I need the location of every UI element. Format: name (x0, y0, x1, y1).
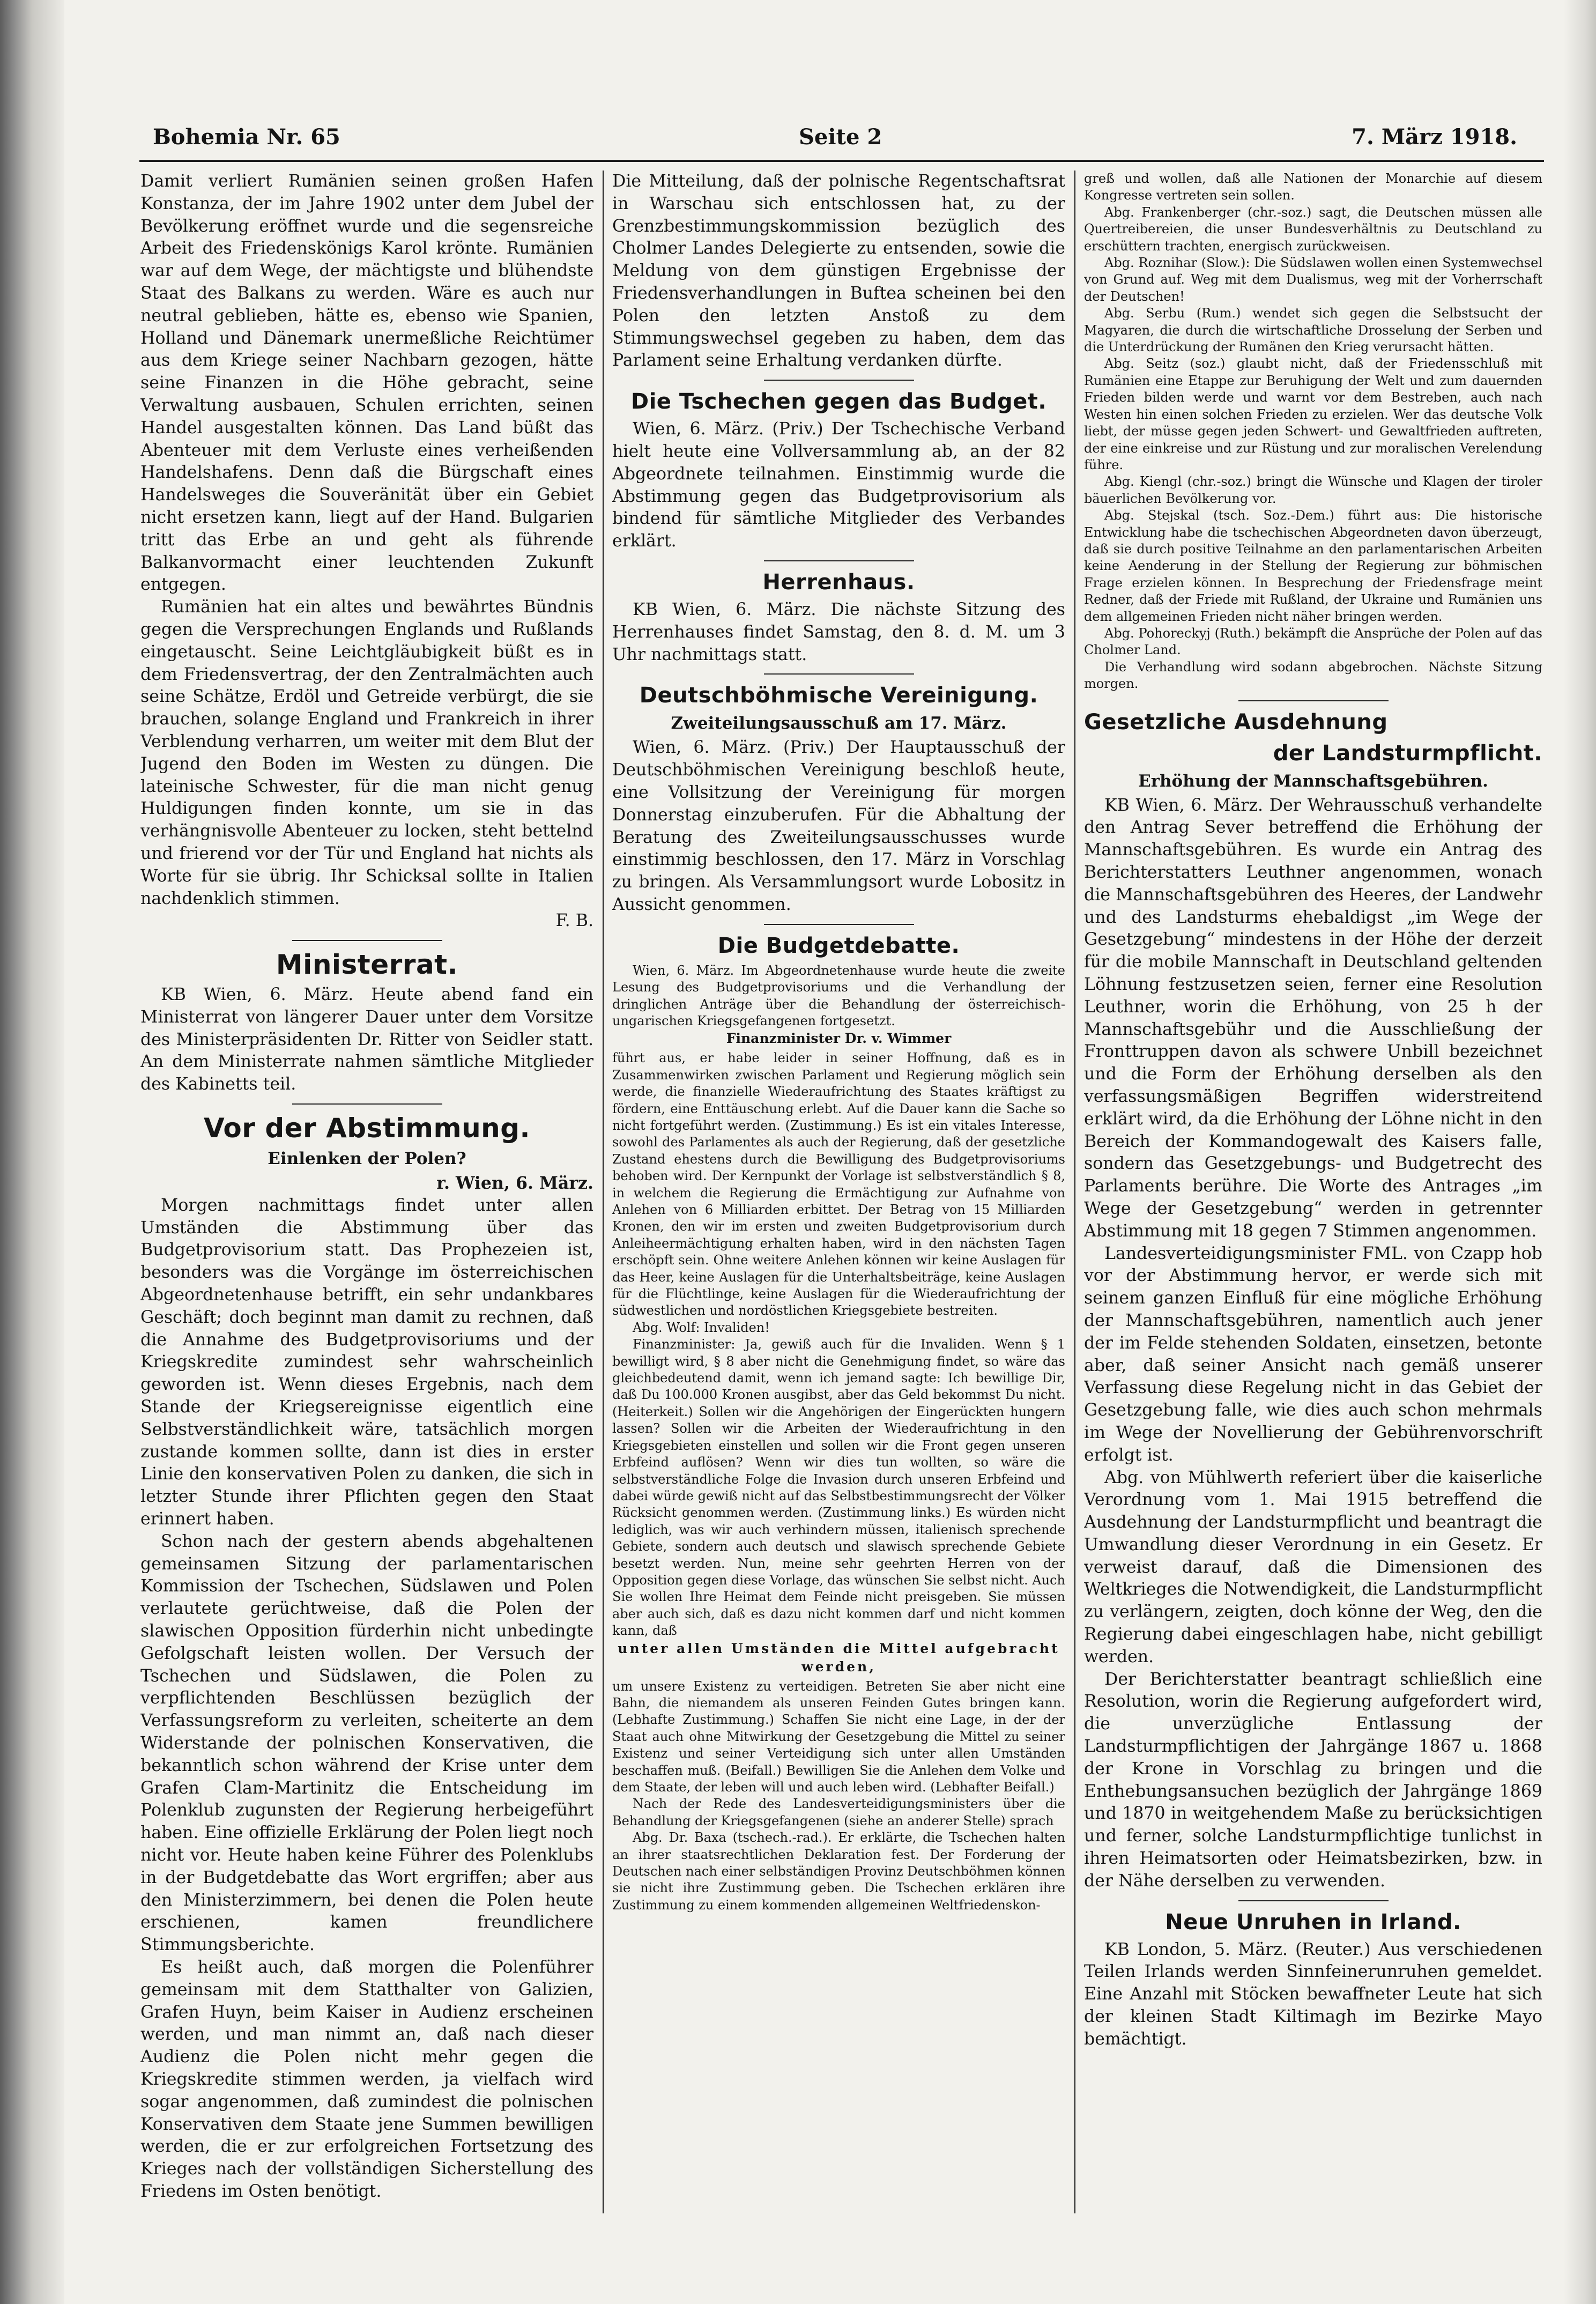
headline-irland: Neue Unruhen in Irland. (1165, 1909, 1461, 1935)
separator (764, 673, 914, 675)
separator (1238, 1900, 1389, 1901)
article-text: Abg. Frankenberger (chr.-soz.) sagt, die Deutschen müssen alle Quertreibereien, die unser Bundesverhältnis zu Deutschland zu erschüttern trachten, energisch zurückweisen. (1084, 204, 1542, 254)
separator (292, 940, 442, 941)
article-text: Morgen nachmittags findet unter allen Umständen die Abstimmung über das Budgetprovisorium statt. Das Prophezeien ist, besonders was die Vorgänge im österreichischen Abgeordnetenhause betrifft, ein sehr undankbares Geschäft; doch beginnt man damit zu rechnen, daß die Annahme des Budgetprovisoriums und der Kriegskredite zumindest sehr wahrscheinlich geworden ist. Wenn dieses Ergebnis, nach dem Stande der Kriegsereignisse eigentlich eine Selbstverständlichkeit wäre, tatsächlich morgen zustande kommen sollte, dann ist dies in erster Linie den konservativen Polen zu danken, die sich in letzter Stunde ihrer Pflichten gegen den Staat erinnert haben. (140, 1195, 593, 1529)
article-text: KB Wien, 6. März. Der Wehrausschuß verhandelte den Antrag Sever betreffend die Erhöhung der Mannschaftsgebühren. Es wurde ein Antrag des Berichterstatters Leuthner angenommen, wonach die Mannschaftsgebühren des Heeres, der Landwehr und des Landsturms ehebaldigst „im Wege der Gesetzgebung“ mindestens in der Höhe der derzeit für die mobile Mannschaft in Deutschland geltenden Löhnung festzusetzen seien, ferner eine Resolution Leuthner, worin die Erhöhung, von 25 h der Mannschaftsgebühr und die Ausschließung der Fronttruppen davon als schwere Unbill bezeichnet und die Form der Erhöhung derselben als den verfassungsmäßigen Begriffen widerstreitend erklärt wird, da die Erhöhung der Löhne nicht in den Bereich der Kommandogewalt des Kaisers falle, sondern das Gesetzgebungs- und Budgetrecht des Parlaments berühre. Die Worte des Antrages „im Wege der Gesetzgebung“ werden in getrennter Abstimmung mit 18 gegen 7 Stimmen angenommen. (1084, 795, 1542, 1241)
article-text: KB London, 5. März. (Reuter.) Aus verschiedenen Teilen Irlands werden Sinnfeinerunruhen gemeldet. Eine Anzahl mit Stöcken bewaffneter Leute hat sich der kleinen Stadt Kiltimagh im Bezirke Mayo bemächtigt. (1084, 1939, 1542, 2049)
separator (764, 560, 914, 561)
header-rule (139, 160, 1544, 162)
subheadline: Finanzminister Dr. v. Wimmer (726, 1031, 952, 1047)
page-number: Seite 2 (799, 124, 882, 150)
issue-date: 7. März 1918. (1352, 124, 1517, 150)
article-text: KB Wien, 6. März. Die nächste Sitzung des Herrenhauses findet Samstag, den 8. d. M. um 3 Uhr nachmittags statt. (612, 599, 1065, 664)
subheadline: Erhöhung der Mannschaftsgebühren. (1138, 771, 1488, 791)
column-3 (1084, 171, 1542, 2213)
article-text: Die Verhandlung wird sodann abgebrochen. Nächste Sitzung morgen. (1084, 659, 1542, 692)
article-text: Abg. Stejskal (tsch. Soz.-Dem.) führt aus: Die historische Entwicklung habe die tschechischen Abgeordneten davon überzeugt, daß sie durch positive Teilnahme an den parlamentarischen Arbeiten keine Aenderung in der Stellung der Regierung zur böhmischen Frage erzielen können. In Besprechung der Friedensfrage meint Redner, daß der Friede mit Rußland, der Ukraine und Rumänien uns dem allgemeinen Frieden nicht näher bringen werden. (1084, 508, 1542, 624)
article-text: Finanzminister: Ja, gewiß auch für die Invaliden. Wenn § 1 bewilligt wird, § 8 aber nicht die Genehmigung findet, so wäre das gleichbedeutend damit, wenn ich jemand sagte: Ich bewillige Dir, daß Du 100.000 Kronen ausgibst, aber das Geld bekommst Du nicht. (Heiterkeit.) Sollen wir die Angehörigen der Eingerückten hungern lassen? Sollen wir die Arbeiten der Wiederaufrichtung in den Kriegsgebieten einstellen und sollen wir die Front gegen unseren Erbfeind auflösen? Wenn wir dies tun wollten, so wäre die selbstverständliche Folge die Invasion durch unseren Erbfeind und dabei würde gewiß nicht auf das Selbstbestimmungsrecht der Völker Rücksicht genommen werden. (Zustimmung links.) Es würden nicht lediglich, was wir auch verhindern müssen, italienisch sprechende Gebiete, sondern auch deutsch und slawisch sprechende Gebiete besetzt werden. Nun, meine sehr geehrten Herren von der Opposition gegen diese Vorlage, das wünschen Sie selbst nicht. Auch Sie wollen Ihre Heimat dem Feinde nicht preisgeben. Sie müssen aber auch sich, daß es dazu nicht kommen darf und nicht kommen kann, daß (612, 1337, 1065, 1639)
author-signature: F. B. (555, 911, 593, 931)
scan-left-edge (0, 0, 64, 2304)
page-header (153, 124, 1517, 157)
column-1 (140, 171, 593, 2213)
scan-right-edge (1564, 0, 1596, 2304)
article-text: Schon nach der gestern abends abgehaltenen gemeinsamen Sitzung der parlamentarischen Kommission der Tschechen, Südslawen und Polen verlautete gerüchtweise, daß die Polen der slawischen Opposition fürderhin nicht unbedingte Gefolgschaft leisten wollen. Der Versuch der Tschechen und Südslawen, die Polen zu verpflichtenden Beschlüssen bezüglich der Verfassungsreform zu verleiten, scheiterte an dem Widerstande der polnischen Konservativen, die bekanntlich schon während der Krise unter dem Grafen Clam-Martinitz die Entscheidung im Polenklub zugunsten der Regierung herbeigeführt haben. Eine offizielle Erklärung der Polen liegt noch nicht vor. Heute haben keine Führer des Polenklubs in der Budgetdebatte das Wort ergriffen; aber aus den Ministerzimmern, bei denen die Polen heute erschienen, kamen freundlichere Stimmungsberichte. (140, 1531, 593, 1955)
column-2 (612, 171, 1065, 2213)
headline-herrenhaus: Herrenhaus. (762, 569, 915, 595)
subheadline: Zweiteilungsausschuß am 17. März. (671, 714, 1007, 734)
article-text: Es heißt auch, daß morgen die Polenführer gemeinsam mit dem Statthalter von Galizien, Grafen Huyn, beim Kaiser in Audienz erscheinen werden, und man nimmt an, daß nach dieser Audienz die Polen nicht mehr gegen die Kriegskredite stimmen werden, ja vielfach wird sogar angenommen, daß zumindest die polnischen Konservativen dem Staate jene Summen bewilligen werden, die er zur erfolgreichen Fortsetzung des Krieges nach der vollständigen Sicherstellung des Friedens im Osten benötigt. (140, 1957, 593, 2201)
headline-abstimmung: Vor der Abstimmung. (203, 1113, 531, 1144)
dateline: r. Wien, 6. März. (436, 1173, 593, 1194)
article-text: Der Berichterstatter beantragt schließlich eine Resolution, worin die Regierung aufgefordert wird, die unverzügliche Entlassung der Landsturmpflichtigen der Jahrgänge 1867 u. 1868 der Krone in Vorschlag zu bringen und die Enthebungsansuchen bezüglich der Jahrgänge 1869 und 1870 in weitgehendem Maße zu berücksichtigen und ferner, solche Landsturmpflichtige tunlichst in ihren Heimatsorten oder Heimatsbezirken, bzw. in der Nähe derselben zu verwenden. (1084, 1669, 1542, 1891)
article-text: Damit verliert Rumänien seinen großen Hafen Konstanza, der im Jahre 1902 unter dem Jubel der Bevölkerung eröffnet wurde und die segensreiche Arbeit des Friedenskönigs Karol krönte. Rumänien war auf dem Wege, der mächtigste und blühendste Staat des Balkans zu werden. Wäre es auch nur neutral geblieben, hätte es, ebenso wie Spanien, Holland und Dänemark unermeßliche Reichtümer aus dem Kriege seiner Nachbarn gezogen, hätte seine Finanzen in die Höhe gebracht, seine Verwaltung ausbauen, Schulen errichten, seinen Handel ausgestalten können. Das Land büßt das Abenteuer mit dem Verluste eines verheißenden Handelshafens. Denn daß die Bürgschaft eines Handelsweges die Souveränität über ein Gebiet nicht ersetzen kann, liegt auf der Hand. Bulgarien tritt das Erbe an und geht als führende Balkanvormacht einer leuchtenden Zukunft entgegen. (140, 172, 593, 595)
headline-ministerrat: Ministerrat. (276, 949, 458, 981)
article-text: Wien, 6. März. Im Abgeordnetenhause wurde heute die zweite Lesung des Budgetprovisoriums und die Verhandlung der dringlichen Anträge über die Behandlung der österreichisch-ungarischen Kriegsgefangenen fortgesetzt. (612, 962, 1065, 1028)
article-text: Abg. von Mühlwerth referiert über die kaiserliche Verordnung vom 1. Mai 1915 betreffend die Ausdehnung der Landsturmpflicht und beantragt die Umwandlung dieser Verordnung in ein Gesetz. Er verweist darauf, daß die Dimensionen des Weltkrieges die Notwendigkeit, die Landsturmpflicht zu verlängern, zeigten, doch könne der Weg, den die Regierung dabei eingeschlagen habe, nicht gebilligt werden. (1084, 1468, 1542, 1666)
article-text: Nach der Rede des Landesverteidigungsministers über die Behandlung der Kriegsgefangenen (siehe an anderer Stelle) sprach (612, 1796, 1065, 1828)
headline-deutschboehmische: Deutschböhmische Vereinigung. (639, 683, 1038, 708)
article-text: KB Wien, 6. März. Heute abend fand ein Ministerrat von längerer Dauer unter dem Vorsitze des Ministerpräsidenten Dr. Ritter von Seidler statt. An dem Ministerrate nahmen sämtliche Mitglieder des Kabinetts teil. (140, 985, 593, 1094)
article-text: Die Mitteilung, daß der polnische Regentschaftsrat in Warschau sich entschlossen hat, zu der Grenzbestimmungskommission bezüglich des Cholmer Landes Delegierte zu entsenden, sowie die Meldung von dem günstigen Ergebnisse der Friedensverhandlungen in Buftea scheinen bei den Polen den letzten Anstoß zu dem Stimmungswechsel gegeben zu haben, dem das Parlament seine Erhaltung verdanken dürfte. (612, 172, 1065, 371)
separator (764, 380, 914, 381)
article-text: Wien, 6. März. (Priv.) Der Tschechische Verband hielt heute eine Vollversammlung ab, an der 82 Abgeordnete teilnahmen. Einstimmig wurde die Abstimmung gegen das Budgetprovisorium als bindend für sämtliche Mitglieder des Verbandes erklärt. (612, 419, 1065, 551)
article-text: Landesverteidigungsminister FML. von Czapp hob vor der Abstimmung hervor, er werde sich mit seinem ganzen Einfluß für eine mögliche Erhöhung der Mannschaftsgebühren, namentlich auch jener der im Felde stehenden Soldaten, einsetzen, betonte aber, daß seiner Ansicht nach gemäß unserer Verfassung diese Regelung nicht in das Gebiet der Gesetzgebung falle, wie dies auch schon mehrmals im Wege der Novellierung der Gebührenvorschrift erfolgt ist. (1084, 1243, 1542, 1465)
separator (292, 1103, 442, 1105)
article-text: Abg. Dr. Baxa (tschech.-rad.). Er erklärte, die Tschechen halten an ihrer staatsrechtlichen Deklaration fest. Der Forderung der Deutschen nach einer selbständigen Provinz Deutschböhmen können sie nicht ihre Zustimmung geben. Die Tschechen erklären ihre Zustimmung zu einem kommenden allgemeinen Weltfriedenskon- (612, 1830, 1065, 1913)
headline-gesetzliche-ausdehnung: Gesetzliche Ausdehnung (1084, 709, 1388, 735)
article-text: Abg. Roznihar (Slow.): Die Südslawen wollen einen Systemwechsel von Grund auf. Weg mit dem Dualismus, weg mit der Vorherrschaft der Deutschen! (1084, 255, 1542, 304)
article-text: greß und wollen, daß alle Nationen der Monarchie auf diesem Kongresse vertreten sein sollen. (1084, 171, 1542, 203)
article-text: führt aus, er habe leider in seiner Hoffnung, daß es in Zusammenwirken zwischen Parlament und Regierung möglich sein werde, die finanzielle Wiederaufrichtung des Staates kräftigst zu fördern, eine Enttäuschung erlebt. Auf die Dauer kann die Sache so nicht fortgeführt werden. (Zustimmung.) Es ist ein vitales Interesse, sowohl des Parlamentes als auch der Regierung, daß der gesetzliche Zustand ehestens durch die Bewilligung des Budgetprovisoriums behoben wird. Der Kernpunkt der Vorlage ist selbstverständlich § 8, in welchem die Regierung die Ermächtigung zur Aufnahme von Anlehen von 6 Milliarden erbittet. Der Betrag von 15 Milliarden Kronen, den wir im ersten und zweiten Budgetprovisorium durch Anleiheermächtigung erhalten haben, wird in den nächsten Tagen erschöpft sein. Ohne weitere Anlehen können wir keine Auslagen für das Heer, keine Auslagen für die Unterhaltsbeiträge, keine Auslagen für die Flüchtlinge, keine Auslagen für die Wiederaufrichtung der südwestlichen und nordöstlichen Kriegsgebiete bestreiten. (612, 1050, 1065, 1318)
subheadline: Einlenken der Polen? (268, 1149, 466, 1169)
article-text: Abg. Wolf: Invaliden! (633, 1320, 770, 1335)
emphasized-line: unter allen Umständen die Mittel aufgebracht werden, (618, 1640, 1060, 1675)
headline-budgetdebatte: Die Budgetdebatte. (717, 933, 960, 958)
article-text: Rumänien hat ein altes und bewährtes Bündnis gegen die Versprechungen Englands und Rußlands eingetauscht. Seine Leichtgläubigkeit büßt es in dem Friedensvertrag, der den Zentralmächten auch seine Schätze, Erdöl und Getreide verbürgt, die sie brauchen, solange England und Frankreich in ihrer Verblendung verharren, um weiter mit dem Blut der Jugend den Boden im Westen zu düngen. Die lateinische Schwester, für die man nicht genug Huldigungen finden konnte, um sie in das verhängnisvolle Abenteuer zu locken, steht bettelnd und frierend vor der Tür und England hat nichts als Worte für sie übrig. Ihr Schicksal sollte in Italien nachdenklich stimmen. (140, 597, 593, 908)
article-text: Abg. Pohoreckyj (Ruth.) bekämpft die Ansprüche der Polen auf das Cholmer Land. (1084, 625, 1542, 658)
column-divider-2 (1074, 171, 1075, 2213)
separator (764, 924, 914, 925)
headline-landsturmpflicht: der Landsturmpflicht. (1273, 740, 1542, 766)
article-text: um unsere Existenz zu verteidigen. Betreten Sie aber nicht eine Bahn, die niemandem als unseren Feinden Gutes bringen kann. (Lebhafte Zustimmung.) Schaffen Sie nicht eine Lage, in der der Staat auch ohne Mitwirkung der Gesetzgebung die Mittel zu seiner Existenz und seiner Verteidigung sich unter allen Umständen beschaffen muß. (Beifall.) Bewilligen Sie die Anlehen dem Volke und dem Staate, der leben will und auch leben wird. (Lebhafter Beifall.) (612, 1678, 1065, 1795)
headline-tschechen: Die Tschechen gegen das Budget. (630, 389, 1047, 414)
article-text: Wien, 6. März. (Priv.) Der Hauptausschuß der Deutschböhmischen Vereinigung beschloß heute, eine Vollsitzung der Vereinigung für morgen Donnerstag einzuberufen. Für die Abhaltung der Beratung des Zweiteilungsausschusses wurde einstimmig beschlossen, den 17. März in Vorschlag zu bringen. Als Versammlungsort wurde Lobositz in Aussicht genommen. (612, 738, 1065, 914)
separator (1238, 700, 1389, 701)
newspaper-issue: Bohemia Nr. 65 (153, 124, 340, 150)
article-text: Abg. Seitz (soz.) glaubt nicht, daß der Friedensschluß mit Rumänien eine Etappe zur Beruhigung der Welt und zum dauernden Frieden bilden werde und warnt vor dem Bestreben, auch nach Westen hin einen solchen Frieden zu erzielen. Wer das deutsche Volk liebt, der müsse gegen jeden Schwert- und Gewaltfrieden auftreten, der eine einkreise und zur Rüstung und zur moralischen Verelendung führe. (1084, 356, 1542, 472)
column-divider-1 (603, 171, 604, 2213)
article-text: Abg. Serbu (Rum.) wendet sich gegen die Selbstsucht der Magyaren, die durch die wirtschaftliche Drosselung der Serben und die Unterdrückung der Rumänen den Krieg verursacht hätten. (1084, 306, 1542, 355)
article-text: Abg. Kiengl (chr.-soz.) bringt die Wünsche und Klagen der tiroler bäuerlichen Bevölkerung vor. (1084, 474, 1542, 506)
